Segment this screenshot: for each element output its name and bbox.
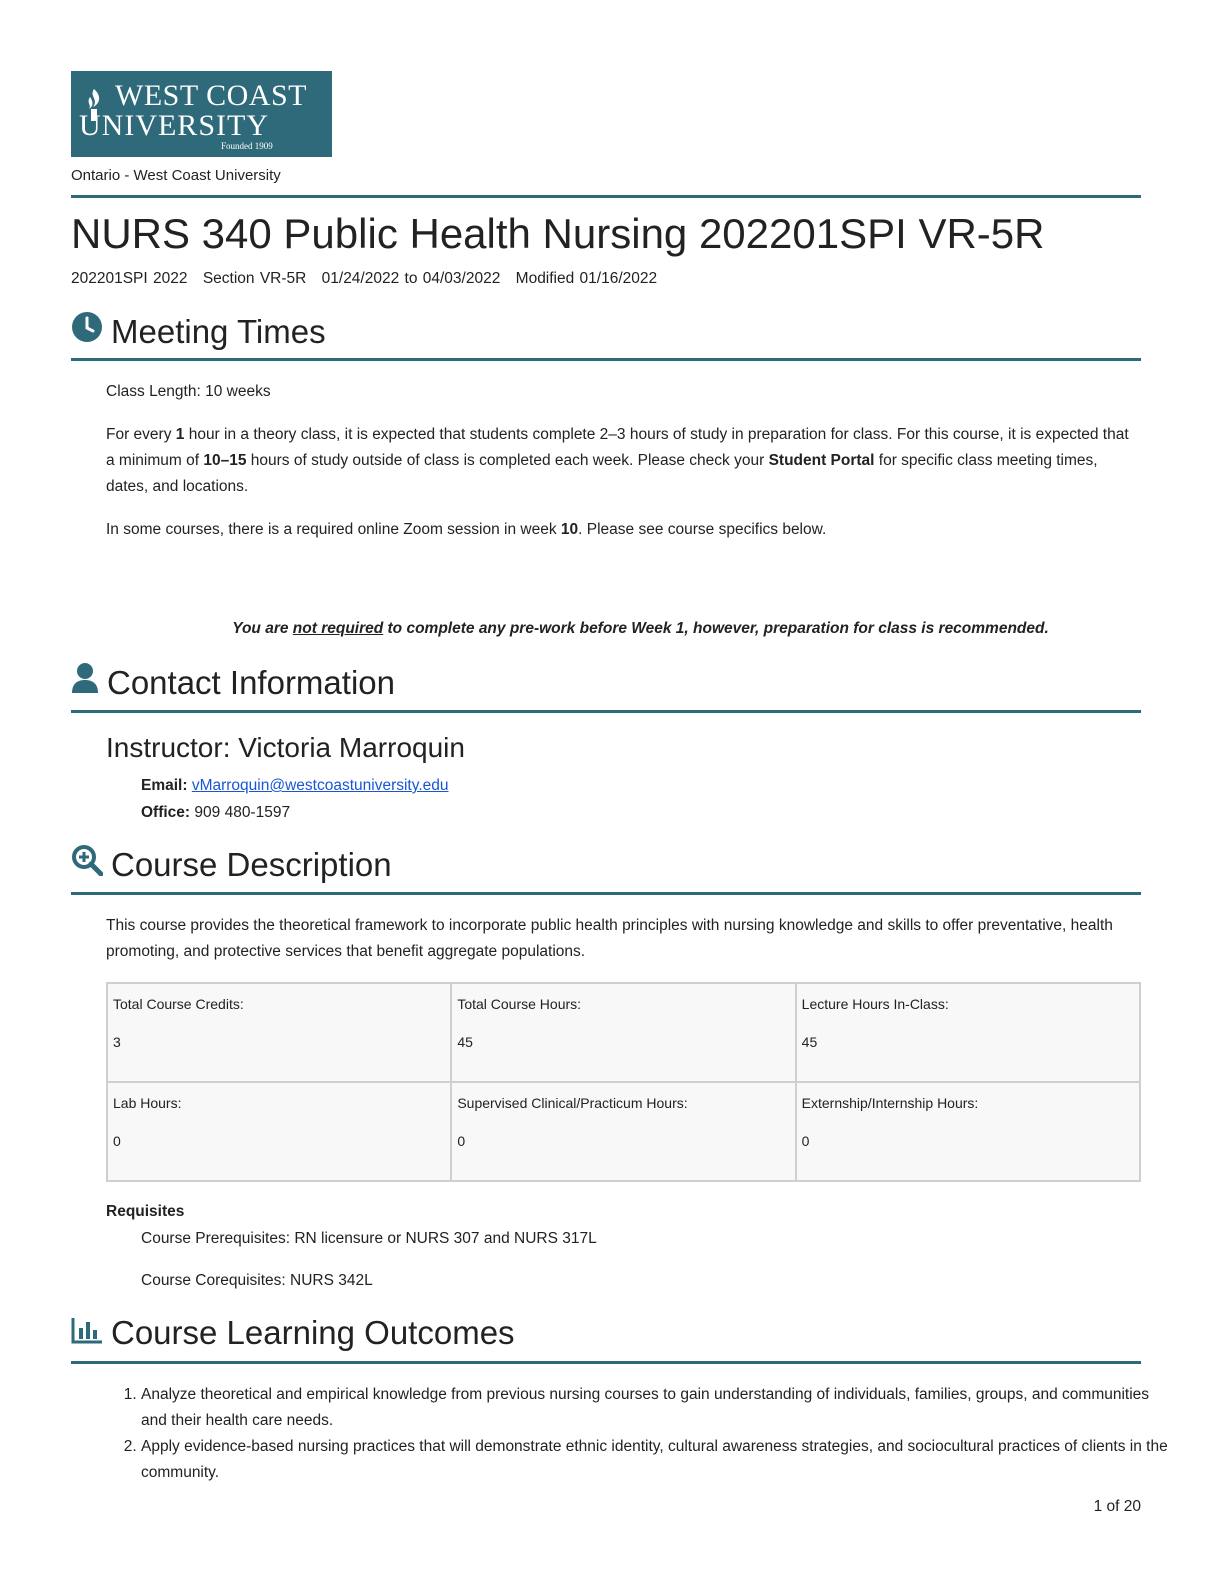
page-title: NURS 340 Public Health Nursing 202201SPI VR-5R: [71, 210, 1045, 257]
table-cell: [451, 1082, 795, 1181]
header-divider: [71, 195, 1141, 198]
meta-section: Section VR-5R: [202, 270, 307, 287]
instructor-name: Instructor: Victoria Marroquin: [106, 732, 465, 763]
meeting-paragraph-2: In some courses, there is a required online Zoom session in week 10. Please see course specifics below.: [106, 521, 827, 538]
cell-label: Lecture Hours In-Class:: [801, 996, 949, 1012]
instructor-office: [141, 804, 290, 822]
office-label: Office:: [141, 804, 191, 821]
office-phone: 909 480-1597: [194, 804, 291, 821]
table-cell: [796, 983, 1140, 1082]
cell-value: 0: [113, 1133, 121, 1149]
meeting-times-title: Meeting Times: [111, 312, 326, 350]
logo-line-1: WEST COAST: [115, 79, 307, 112]
cell-value: 0: [457, 1133, 466, 1149]
table-row: [107, 983, 1140, 1082]
cell-value: 0: [801, 1133, 810, 1149]
instructor-email: [141, 777, 449, 795]
table-row: [107, 1082, 1140, 1181]
cell-label: Lab Hours:: [113, 1095, 182, 1111]
table-cell: [451, 983, 795, 1082]
user-icon: [71, 662, 99, 703]
contact-divider: [71, 710, 1141, 713]
bar-chart-icon: [71, 1313, 103, 1353]
description-divider: [71, 892, 1141, 895]
contact-title: Contact Information: [107, 663, 395, 701]
cell-value: 45: [801, 1034, 818, 1050]
clock-icon: [71, 311, 103, 352]
cell-label: Total Course Credits:: [113, 996, 244, 1012]
description-text: This course provides the theoretical framework to incorporate public health principles with nursing knowledge and skills to offer preventative, health promoting, and protective services that benefit aggregate populations.: [106, 917, 1113, 960]
logo-line-2: UNIVERSITY: [79, 109, 269, 142]
cell-label: Supervised Clinical/Practicum Hours:: [457, 1095, 688, 1111]
meta-term: 202201SPI 2022: [71, 270, 188, 287]
meta-dates: 01/24/2022 to 04/03/2022: [321, 270, 501, 287]
outcomes-divider: [71, 1361, 1141, 1364]
search-plus-icon: [71, 844, 103, 885]
table-cell: [107, 1082, 451, 1181]
list-item: 2. Apply evidence-based nursing practices that will demonstrate ethnic identity, cultural awareness strategies, and sociocultural practices of clients in the community.: [141, 1434, 1176, 1486]
email-label: Email:: [141, 777, 188, 794]
description-heading: [71, 844, 392, 885]
corequisites: Course Corequisites: NURS 342L: [141, 1272, 373, 1289]
email-link[interactable]: vMarroquin@westcoastuniversity.edu: [191, 777, 449, 794]
outcomes-title: Course Learning Outcomes: [111, 1314, 515, 1351]
campus-name: Ontario - West Coast University: [71, 167, 281, 184]
cell-value: 3: [113, 1034, 121, 1050]
course-hours-table: [106, 982, 1141, 1182]
meta-modified: Modified 01/16/2022: [515, 270, 658, 287]
meeting-times-heading: [71, 311, 326, 352]
table-cell: [107, 983, 451, 1082]
contact-heading: [71, 662, 395, 703]
course-meta: [71, 270, 667, 288]
meeting-paragraph-1: For every 1 hour in a theory class, it is expected that students complete 2–3 hours of study in preparation for class. For this course, it is expected that a minimum of 10–15 hours of study outside of class is completed each week. Please check your Student Portal for specific class meeting times, dates, and locations.: [106, 426, 1129, 495]
outcomes-list: [106, 1382, 1176, 1486]
table-cell: [796, 1082, 1140, 1181]
prerequisites: Course Prerequisites: RN licensure or NURS 307 and NURS 317L: [141, 1230, 597, 1247]
meeting-divider: [71, 358, 1141, 361]
class-length: Class Length: 10 weeks: [106, 383, 271, 400]
university-logo: [71, 71, 332, 157]
cell-label: Total Course Hours:: [457, 996, 582, 1012]
cell-label: Externship/Internship Hours:: [801, 1095, 979, 1111]
list-item: 1. Analyze theoretical and empirical knowledge from previous nursing courses to gain understanding of individuals, families, groups, and communities and their health care needs.: [141, 1382, 1176, 1434]
prework-notice: You are not required to complete any pre-work before Week 1, however, preparation for class is recommended.: [232, 620, 1049, 637]
cell-value: 45: [457, 1034, 473, 1050]
description-title: Course Description: [111, 845, 392, 883]
outcomes-heading: [71, 1313, 515, 1353]
requisites-heading: Requisites: [106, 1203, 185, 1220]
page-number: 1 of 20: [1093, 1498, 1141, 1515]
logo-founded: Founded 1909: [221, 141, 273, 151]
